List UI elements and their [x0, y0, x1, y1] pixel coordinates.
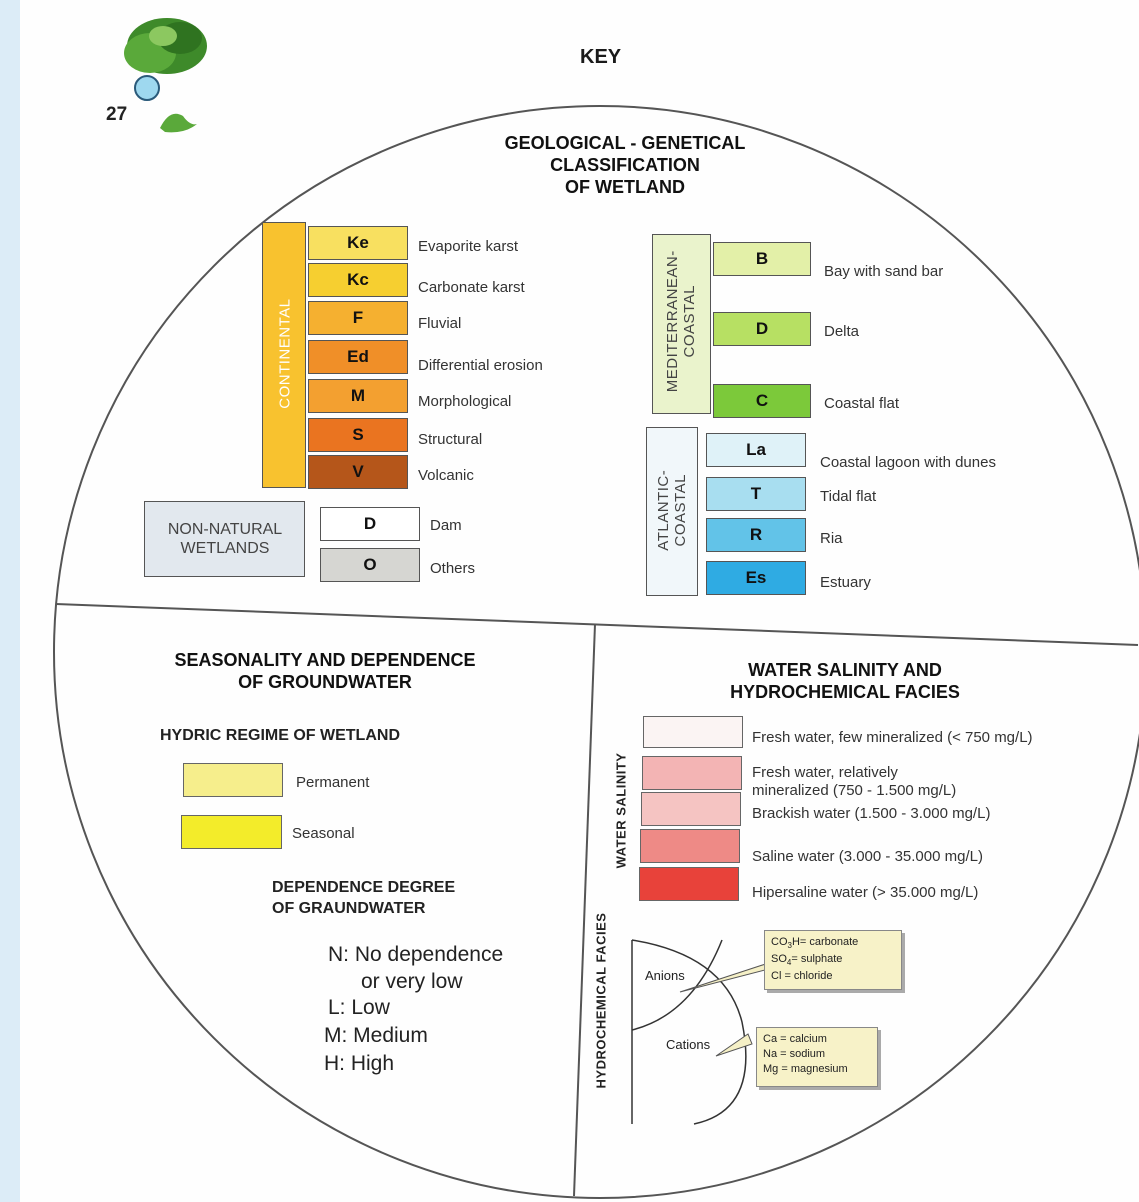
continental-code-s: S [308, 418, 408, 452]
anions-label: Anions [645, 968, 685, 983]
mediterranean-code-b: B [713, 242, 811, 276]
dependence-title [272, 878, 455, 920]
mediterranean-label-line2: COASTAL [681, 285, 698, 358]
geo-header-line2: CLASSIFICATION [550, 154, 700, 175]
seasonal-label: Seasonal [292, 825, 355, 842]
salinity-swatch-3 [641, 792, 741, 826]
horizontal-divider [56, 604, 1138, 645]
continental-code-kc: Kc [308, 263, 408, 297]
continental-code-ed: Ed [308, 340, 408, 374]
cations-note [756, 1027, 878, 1087]
dependence-n-cont: or very low [361, 970, 463, 993]
geo-header [455, 133, 795, 199]
dependence-m: M: Medium [324, 1024, 428, 1047]
atlantic-code-r: R [706, 518, 806, 552]
page-number: 27 [106, 104, 128, 125]
atlantic-label [655, 435, 690, 585]
atlantic-label-es: Estuary [820, 574, 871, 591]
mediterranean-label-d: Delta [824, 323, 860, 340]
atlantic-label-line2: COASTAL [672, 474, 689, 547]
continental-code-v: V [308, 455, 408, 489]
water-salinity-label: WATER SALINITY [613, 752, 629, 869]
atlantic-label-line1: ATLANTIC- [654, 469, 672, 551]
continental-code-f: F [308, 301, 408, 335]
continental-label-ed: Differential erosion [418, 357, 543, 374]
permanent-swatch [183, 763, 283, 797]
continental-label-s: Structural [418, 431, 483, 448]
continental-label-m: Morphological [418, 393, 512, 410]
cation-magnesium: Mg = magnesium [763, 1062, 848, 1075]
mediterranean-label-line1: MEDITERRANEAN- [663, 250, 681, 393]
mediterranean-code-c: C [713, 384, 811, 418]
anion-chloride: Cl = chloride [771, 969, 833, 982]
salinity-swatch-4 [640, 829, 740, 863]
continental-label-f: Fluvial [418, 315, 462, 332]
salinity-label-1: Fresh water, few mineralized (< 750 mg/L) [752, 729, 1033, 746]
hydric-regime-title: HYDRIC REGIME OF WETLAND [160, 727, 400, 744]
continental-label: CONTINENTAL [276, 298, 294, 409]
mediterranean-label-c: Coastal flat [824, 395, 900, 412]
salinity-swatch-5 [639, 867, 739, 901]
seasonality-header-line2: OF GROUNDWATER [238, 671, 412, 692]
seasonality-header-line1: SEASONALITY AND DEPENDENCE [174, 650, 476, 670]
dependence-l: L: Low [328, 996, 390, 1019]
salinity-label-4: Saline water (3.000 - 35.000 mg/L) [752, 848, 983, 865]
dependence-title-line1: DEPENDENCE DEGREE [272, 879, 456, 896]
salinity-header-line2: HYDROCHEMICAL FACIES [730, 681, 960, 702]
salinity-label-5: Hipersaline water (> 35.000 mg/L) [752, 884, 979, 901]
cations-label: Cations [666, 1037, 711, 1052]
continental-label-v: Volcanic [418, 467, 474, 484]
geo-header-line3: OF WETLAND [565, 176, 685, 197]
anion-sulphate: $SO_4=$ sulphate [771, 952, 843, 968]
nonnatural-code-d: D [320, 507, 420, 541]
key-title: KEY [580, 46, 622, 68]
vertical-divider [574, 624, 595, 1196]
anions-note [764, 930, 902, 990]
dependence-n: N: No dependence [328, 943, 504, 966]
dependence-h: H: High [324, 1052, 395, 1075]
mediterranean-label [664, 241, 699, 401]
continental-label-kc: Carbonate karst [418, 279, 525, 296]
atlantic-label-r: Ria [820, 530, 843, 547]
mediterranean-code-d: D [713, 312, 811, 346]
atlantic-code-t: T [706, 477, 806, 511]
nonnatural-label-line1: NON-NATURAL [167, 521, 283, 538]
seasonality-header [120, 650, 530, 694]
nonnatural-code-o: O [320, 548, 420, 582]
atlantic-label-t: Tidal flat [820, 488, 877, 505]
permanent-label: Permanent [296, 774, 370, 791]
salinity-swatch-2 [642, 756, 742, 790]
continental-code-ke: Ke [308, 226, 408, 260]
salinity-swatch-1 [643, 716, 743, 748]
cation-calcium: Ca = calcium [763, 1033, 827, 1045]
dependence-title-line2: OF GRAUNDWATER [272, 899, 426, 917]
nonnatural-label [150, 520, 300, 558]
continental-code-m: M [308, 379, 408, 413]
salinity-header-line1: WATER SALINITY AND [748, 660, 942, 680]
salinity-label-3: Brackish water (1.500 - 3.000 mg/L) [752, 805, 991, 822]
mediterranean-label-b: Bay with sand bar [824, 263, 944, 280]
cation-sodium: Na = sodium [763, 1047, 826, 1060]
salinity-label-2: Fresh water, relatively [752, 764, 898, 781]
atlantic-code-la: La [706, 433, 806, 467]
salinity-label-2-line2: mineralized (750 - 1.500 mg/L) [752, 782, 957, 799]
atlantic-code-es: Es [706, 561, 806, 595]
atlantic-label-la: Coastal lagoon with dunes [820, 454, 996, 471]
continental-label-ke: Evaporite karst [418, 238, 519, 255]
nonnatural-label-o: Others [430, 560, 476, 577]
hydrochemical-facies-label: HYDROCHEMICAL FACIES [593, 912, 609, 1089]
anion-carbonate: $CO_3H=$ carbonate [771, 936, 859, 951]
geo-header-line1: GEOLOGICAL - GENETICAL [504, 133, 746, 153]
nonnatural-label-line2: WETLANDS [180, 540, 270, 558]
nonnatural-label-d: Dam [430, 517, 462, 534]
salinity-header [680, 660, 1010, 704]
seasonal-swatch [181, 815, 282, 849]
